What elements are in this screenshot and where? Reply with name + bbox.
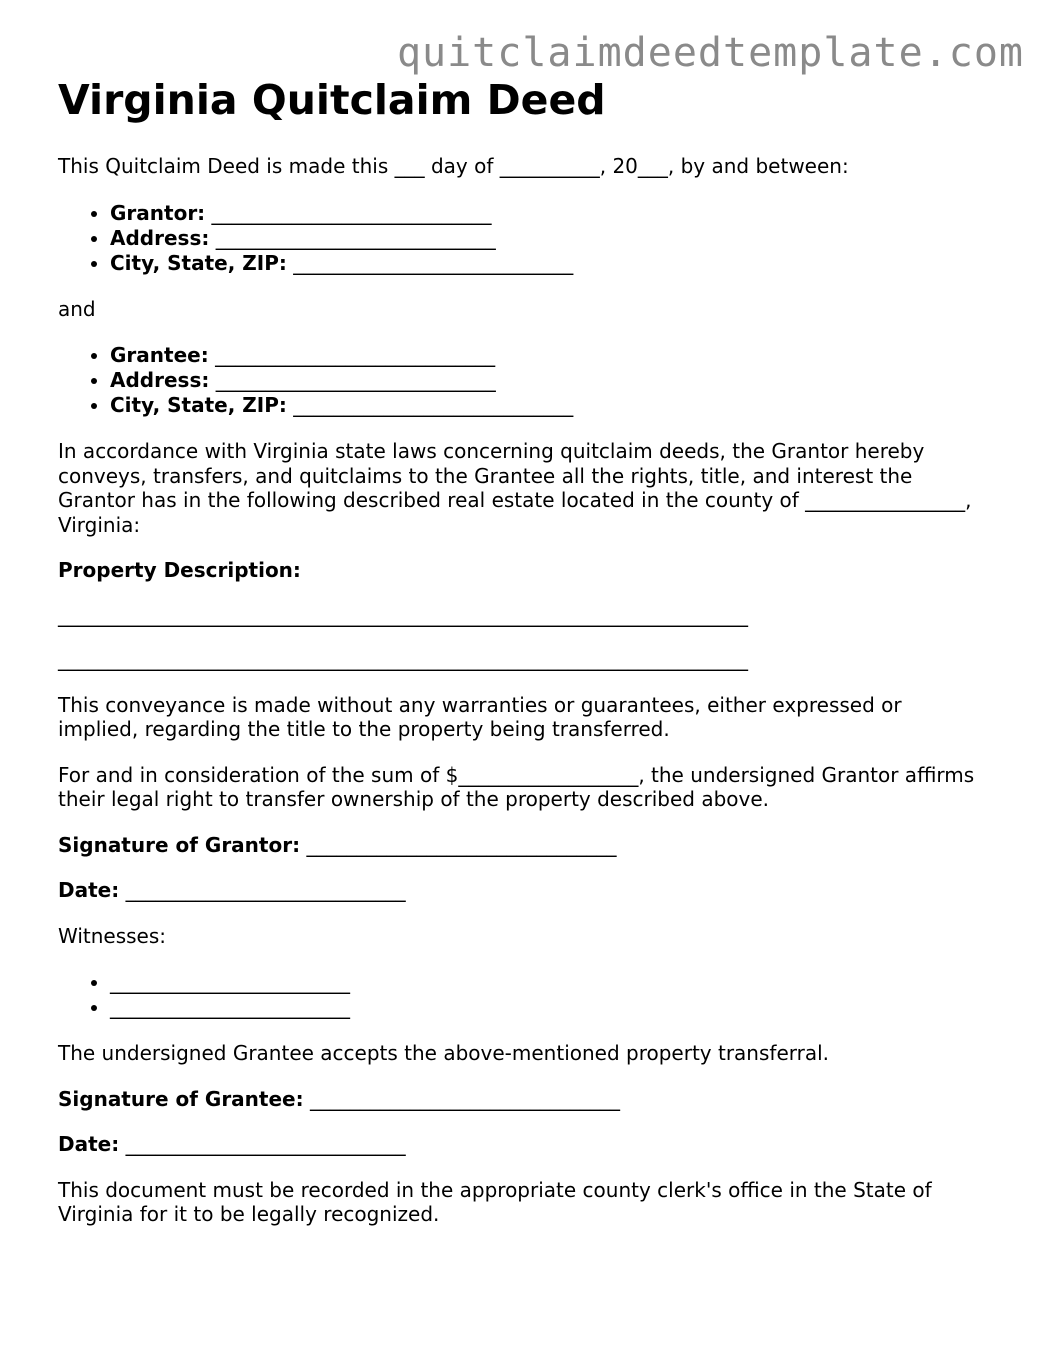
grantee-address-field xyxy=(110,368,978,393)
property-description-line: _____________________________________________________________________ xyxy=(58,647,748,671)
field-label: Grantee: xyxy=(110,343,209,367)
grantee-acceptance-paragraph: The undersigned Grantee accepts the above-mentioned property transferral. xyxy=(58,1041,830,1065)
recording-note: This document must be recorded in the appropriate county clerk's office in the State of Virginia for it to be legally recognized. xyxy=(58,1177,932,1226)
grantee-fields xyxy=(58,343,978,418)
field-label: Grantor: xyxy=(110,200,206,225)
field-blank: ____________________________ xyxy=(211,200,492,225)
intro-paragraph: This Quitclaim Deed is made this ___ day of __________, 20___, by and between: xyxy=(58,154,849,178)
grantor-name-field xyxy=(110,201,978,226)
field-blank: ____________________________ xyxy=(215,368,496,392)
grantor-city-state-zip-field xyxy=(110,251,978,276)
grantor-date-label: Date: xyxy=(58,878,120,902)
grantee-name-field xyxy=(110,343,978,368)
and-text: and xyxy=(58,296,96,321)
grantee-signature-line xyxy=(58,1087,978,1112)
field-label: Address: xyxy=(110,225,210,250)
grantor-address-field xyxy=(110,226,978,251)
grantee-signature-blank: _______________________________ xyxy=(309,1086,620,1111)
field-label: Address: xyxy=(110,368,210,392)
watermark: quitclaimdeedtemplate.com xyxy=(396,30,1024,76)
grantor-date-blank: ____________________________ xyxy=(125,878,406,902)
no-warranty-paragraph: This conveyance is made without any warranties or guarantees, either expressed or implied, regarding the title to the property being transferred. xyxy=(58,692,902,741)
field-blank: ____________________________ xyxy=(215,343,496,367)
grantee-date-label: Date: xyxy=(58,1132,120,1156)
deed-document xyxy=(58,72,978,1227)
grantee-signature-label: Signature of Grantee: xyxy=(58,1086,304,1111)
grantor-date-line xyxy=(58,878,978,903)
grantee-date-line xyxy=(58,1132,978,1157)
witnesses-label: Witnesses: xyxy=(58,923,167,948)
grantor-fields xyxy=(58,201,978,276)
property-description-label: Property Description: xyxy=(58,558,301,582)
grantee-date-blank: ____________________________ xyxy=(125,1132,406,1156)
page-title: Virginia Quitclaim Deed xyxy=(58,76,606,124)
grantor-signature-blank: _______________________________ xyxy=(306,832,617,857)
grantee-city-state-zip-field xyxy=(110,393,978,418)
witness-lines xyxy=(58,970,978,1020)
field-blank: ____________________________ xyxy=(215,225,496,250)
field-blank: ____________________________ xyxy=(293,250,574,275)
property-description-line: _____________________________________________________________________ xyxy=(58,602,748,627)
field-label: City, State, ZIP: xyxy=(110,393,287,417)
field-label: City, State, ZIP: xyxy=(110,250,287,275)
grantor-signature-label: Signature of Grantor: xyxy=(58,832,301,857)
grantor-signature-line xyxy=(58,833,978,858)
witness-line: • ________________________ xyxy=(110,995,978,1020)
witness-line: • ________________________ xyxy=(110,970,978,995)
consideration-paragraph: For and in consideration of the sum of $__________________, the undersigned Grantor affirms their legal right to transfer ownership of the property described above. xyxy=(58,762,975,811)
conveyance-paragraph: In accordance with Virginia state laws concerning quitclaim deeds, the Grantor hereby conveys, transfers, and quitclaims to the Grantee all the rights, title, and interest the Grantor has in the following described real estate located in the county of ________________, Virginia: xyxy=(58,439,972,537)
field-blank: ____________________________ xyxy=(293,393,574,417)
